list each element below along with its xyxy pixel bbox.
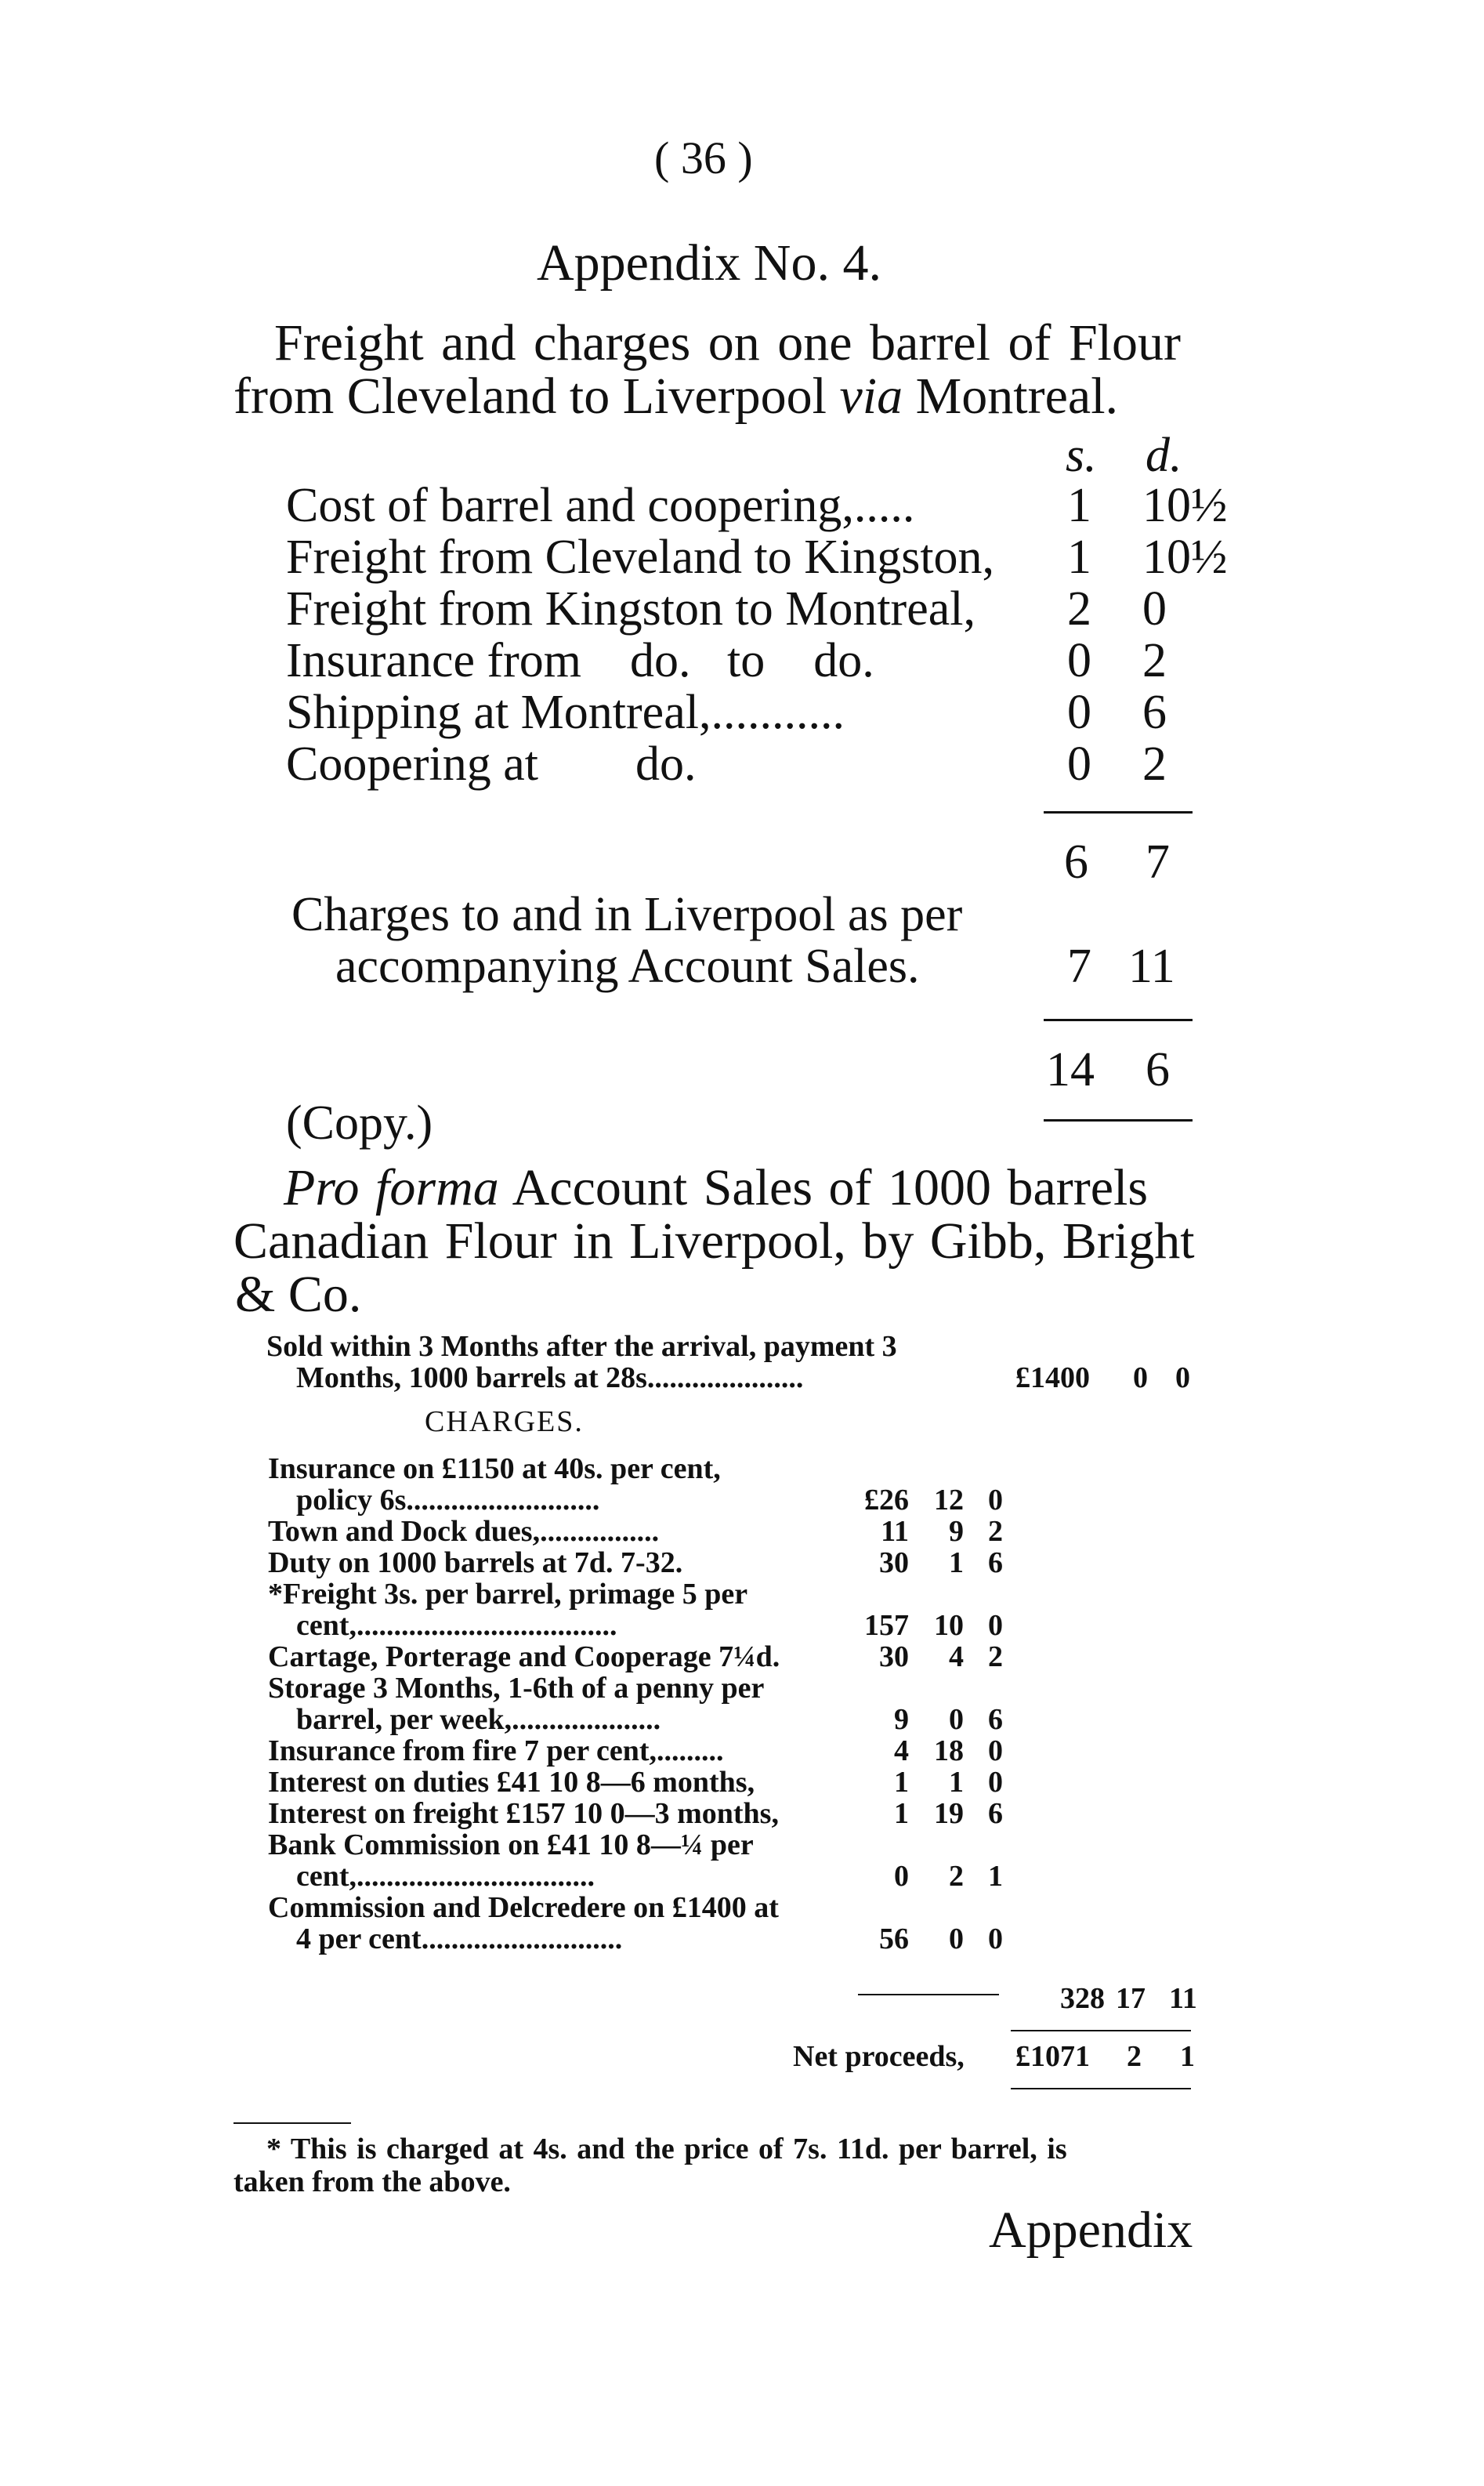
charges-total-shillings: 17 [1116,1982,1146,2015]
net-pence: 1 [1180,2040,1195,2073]
charge-item-shillings: 1 [949,1766,964,1799]
charge-item-line: barrel, per week,.................... [296,1703,661,1736]
charge-item-line: 4 per cent........................... [296,1922,623,1955]
charge-item-shillings: 18 [934,1734,964,1767]
charge-item-line: Bank Commission on £41 10 8—¼ per [268,1828,754,1861]
sold-pounds: £1400 [1015,1361,1090,1394]
net-shillings: 2 [1127,2040,1142,2073]
freight-item-pence: 2 [1142,634,1167,687]
net-top-rule [1011,2030,1191,2031]
catchword: Appendix [989,2202,1193,2259]
charge-item-line: Cartage, Porterage and Cooperage 7¼d. [268,1640,780,1673]
appendix-heading: Appendix No. 4. [537,234,881,292]
column-header-shillings: s. [1066,429,1097,482]
freight-item-label: Shipping at Montreal,........... [286,686,845,739]
charge-item-pence: 0 [988,1922,1003,1955]
charge-item-pounds: 30 [879,1640,909,1673]
page-number: ( 36 ) [654,132,753,183]
charge-item-line: Insurance from fire 7 per cent,......... [268,1734,724,1767]
charge-item-shillings: 0 [949,1703,964,1736]
charge-item-shillings: 19 [934,1797,964,1830]
freight-item-label: Freight from Kingston to Montreal, [286,582,975,636]
charge-item-shillings: 0 [949,1922,964,1955]
intro-line-1: Freight and charges on one barrel of Flour [274,314,1181,371]
footnote-rule [233,2122,351,2124]
freight-item-pence: 10½ [1142,479,1228,532]
sold-pence: 0 [1175,1361,1190,1394]
charge-item-line: policy 6s.......................... [296,1484,600,1517]
net-pounds: £1071 [1015,2040,1090,2073]
freight-item-shillings: 0 [1067,737,1091,791]
charge-item-pence: 0 [988,1484,1003,1517]
sales-title-line-2: Canadian Flour in Liverpool, by Gibb, Bright [233,1212,1195,1270]
charge-item-pounds: 9 [894,1703,909,1736]
charges-total-rule [858,1994,999,1995]
charge-item-pence: 0 [988,1766,1003,1799]
charge-item-pounds: 1 [894,1797,909,1830]
footnote-line-2: taken from the above. [233,2165,511,2198]
charge-item-pence: 2 [988,1515,1003,1548]
total-shillings: 14 [1046,1043,1095,1096]
freight-item-label: Coopering at do. [286,737,697,791]
charge-item-pounds: £26 [864,1484,909,1517]
charge-item-pence: 6 [988,1546,1003,1579]
charge-item-pounds: 30 [879,1546,909,1579]
subtotal-pence: 7 [1146,835,1170,889]
charges-total-pence: 11 [1169,1982,1197,2015]
freight-item-label: Freight from Cleveland to Kingston, [286,531,995,584]
charge-item-pounds: 56 [879,1922,909,1955]
charge-item-line: *Freight 3s. per barrel, primage 5 per [268,1578,748,1611]
charges-pence: 11 [1128,940,1175,993]
charge-item-pounds: 1 [894,1766,909,1799]
charge-item-pence: 0 [988,1734,1003,1767]
charge-item-pounds: 4 [894,1734,909,1767]
charge-item-line: Interest on freight £157 10 0—3 months, [268,1797,779,1830]
charge-item-pence: 6 [988,1703,1003,1736]
charges-line-2: accompanying Account Sales. [335,940,920,993]
charges-line-1: Charges to and in Liverpool as per [291,888,963,941]
total-bottom-rule [1044,1119,1193,1122]
charge-item-line: Commission and Delcredere on £1400 at [268,1891,779,1924]
intro-line-2-via: via [839,368,903,425]
freight-item-shillings: 0 [1067,686,1091,739]
charges-shillings: 7 [1067,940,1091,993]
freight-item-pence: 0 [1142,582,1167,636]
charge-item-line: cent,................................ [296,1860,595,1893]
freight-item-pence: 6 [1142,686,1167,739]
freight-item-shillings: 1 [1067,531,1091,584]
subtotal-rule [1044,811,1193,814]
freight-item-pence: 2 [1142,737,1167,791]
charge-item-line: Insurance on £1150 at 40s. per cent, [268,1452,721,1485]
charge-item-line: cent,................................... [296,1609,617,1642]
sold-line-2: Months, 1000 barrels at 28s..................... [296,1361,804,1394]
freight-item-pence: 10½ [1142,531,1228,584]
sold-line-1: Sold within 3 Months after the arrival, payment 3 [266,1330,897,1363]
charge-item-line: Town and Dock dues,................ [268,1515,660,1548]
charge-item-line: Duty on 1000 barrels at 7d. 7-32. [268,1546,683,1579]
total-pence: 6 [1146,1043,1170,1096]
freight-item-shillings: 0 [1067,634,1091,687]
column-header-pence: d. [1146,429,1182,482]
sold-shillings: 0 [1133,1361,1148,1394]
freight-item-label: Insurance from do. to do. [286,634,874,687]
net-label: Net proceeds, [793,2040,965,2073]
freight-item-label: Cost of barrel and coopering,..... [286,479,915,532]
charges-heading: CHARGES. [425,1405,584,1438]
total-top-rule [1044,1019,1193,1021]
freight-item-shillings: 2 [1067,582,1091,636]
subtotal-shillings: 6 [1064,835,1088,889]
net-bottom-rule [1011,2088,1191,2089]
charge-item-shillings: 1 [949,1546,964,1579]
sales-title-line-1 [284,1158,1148,1218]
intro-line-2-post: Montreal. [903,368,1119,425]
sales-title-italic: Pro forma [284,1159,499,1216]
freight-item-shillings: 1 [1067,479,1091,532]
charge-item-shillings: 12 [934,1484,964,1517]
charge-item-pence: 2 [988,1640,1003,1673]
charge-item-pounds: 11 [881,1515,909,1548]
intro-line-2 [233,367,1118,426]
charge-item-line: Storage 3 Months, 1-6th of a penny per [268,1672,765,1705]
charge-item-line: Interest on duties £41 10 8—6 months, [268,1766,755,1799]
charge-item-pence: 0 [988,1609,1003,1642]
charge-item-pounds: 157 [864,1609,909,1642]
charge-item-pence: 6 [988,1797,1003,1830]
sales-title-rest: Account Sales of 1000 barrels [498,1159,1149,1216]
footnote-line-1: * This is charged at 4s. and the price of 7s. 11d. per barrel, is [266,2133,1067,2165]
sales-title-line-3: & Co. [235,1266,362,1323]
charge-item-pence: 1 [988,1860,1003,1893]
charge-item-shillings: 4 [949,1640,964,1673]
charges-total-pounds: 328 [1060,1982,1105,2015]
charge-item-pounds: 0 [894,1860,909,1893]
charge-item-shillings: 9 [949,1515,964,1548]
charge-item-shillings: 10 [934,1609,964,1642]
intro-line-2-pre: from Cleveland to Liverpool [233,368,840,425]
copy-label: (Copy.) [286,1096,433,1150]
charge-item-shillings: 2 [949,1860,964,1893]
